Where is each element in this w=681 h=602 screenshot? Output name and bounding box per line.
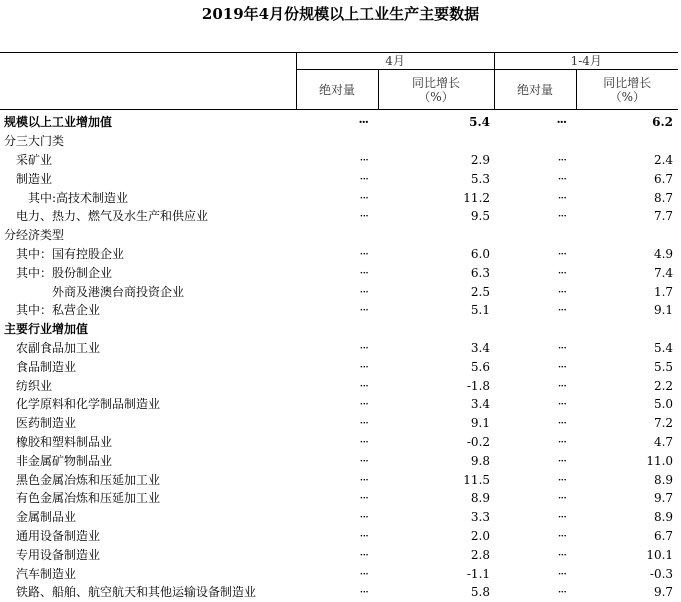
row-yoy-jan-apr: 4.7 xyxy=(653,434,674,449)
row-abs-jan-apr: ··· xyxy=(557,510,567,525)
row-abs-april: ··· xyxy=(359,303,368,318)
section-label: 主要行业增加值 xyxy=(4,322,89,337)
row-abs-april: ··· xyxy=(359,190,368,205)
row-abs-jan-apr: ··· xyxy=(557,434,567,449)
row-yoy-april: -0.2 xyxy=(466,434,491,449)
industrial-production-table xyxy=(0,52,678,602)
row-abs-jan-apr: ··· xyxy=(557,246,567,261)
row-yoy-jan-apr: 8.7 xyxy=(653,190,674,205)
table-row xyxy=(0,583,678,602)
row-abs-april: ··· xyxy=(359,246,368,261)
table-row xyxy=(0,132,678,151)
row-yoy-april: 2.0 xyxy=(470,528,491,543)
row-yoy-april: 2.9 xyxy=(470,152,491,167)
row-label: 电力、热力、燃气及水生产和供应业 xyxy=(16,209,209,224)
row-yoy-jan-apr: -0.3 xyxy=(649,566,674,581)
row-yoy-april: 3.4 xyxy=(470,340,491,355)
header-yoy-april xyxy=(378,70,494,110)
row-yoy-april: -1.1 xyxy=(466,566,491,581)
row-yoy-april: 6.3 xyxy=(470,265,491,280)
row-yoy-jan-apr: 11.0 xyxy=(646,453,674,468)
row-yoy-jan-apr: 9.1 xyxy=(653,303,674,318)
row-label: 纺织业 xyxy=(16,378,53,393)
row-yoy-jan-apr: 2.4 xyxy=(653,152,674,167)
row-abs-jan-apr: ··· xyxy=(557,547,567,562)
row-yoy-april: -1.8 xyxy=(466,378,491,393)
row-abs-april: ··· xyxy=(359,434,368,449)
row-yoy-jan-apr: 2.2 xyxy=(653,378,674,393)
row-label: 其中:高技术制造业 xyxy=(28,190,129,205)
row-yoy-jan-apr: 4.9 xyxy=(653,246,674,261)
row-yoy-jan-apr: 7.2 xyxy=(653,416,674,431)
row-abs-jan-apr: ··· xyxy=(557,209,567,224)
table-row xyxy=(0,357,678,376)
header-absolute-jan-apr: 绝对量 xyxy=(494,70,576,110)
table-row xyxy=(0,263,678,282)
row-yoy-jan-apr: 10.1 xyxy=(646,547,674,562)
row-yoy-jan-apr: 9.7 xyxy=(653,491,674,506)
row-abs-jan-apr: ··· xyxy=(557,528,567,543)
table-row xyxy=(0,151,678,170)
row-yoy-jan-apr: 5.5 xyxy=(653,359,674,374)
row-abs-april: ··· xyxy=(359,547,368,562)
row-yoy-april: 2.8 xyxy=(470,547,491,562)
row-abs-jan-apr: ··· xyxy=(557,284,567,299)
row-abs-april: ··· xyxy=(359,152,368,167)
row-yoy-april: 5.8 xyxy=(470,585,491,600)
row-abs-jan-apr: ··· xyxy=(556,115,567,130)
table-row xyxy=(0,527,678,546)
row-label: 铁路、船舶、航空航天和其他运输设备制造业 xyxy=(16,585,257,600)
row-abs-april: ··· xyxy=(359,566,368,581)
row-label: 汽车制造业 xyxy=(16,566,77,581)
page-title: 2019年4月份规模以上工业生产主要数据 xyxy=(201,5,480,23)
row-yoy-april: 11.5 xyxy=(463,472,491,487)
table-row xyxy=(0,188,678,207)
row-yoy-jan-apr: 6.7 xyxy=(653,171,674,186)
section-label: 分三大门类 xyxy=(4,134,65,149)
row-abs-jan-apr: ··· xyxy=(557,303,567,318)
row-abs-april: ··· xyxy=(359,171,368,186)
row-yoy-april: 3.3 xyxy=(470,510,491,525)
row-yoy-april: 5.6 xyxy=(470,359,491,374)
header-row-measures xyxy=(0,70,678,110)
row-label: 采矿业 xyxy=(16,152,53,167)
row-yoy-april: 5.4 xyxy=(469,115,491,130)
table-row xyxy=(0,451,678,470)
row-label: 有色金属冶炼和压延加工业 xyxy=(16,491,161,506)
row-abs-jan-apr: ··· xyxy=(557,585,567,600)
row-yoy-april: 9.8 xyxy=(470,453,491,468)
row-label: 其中：国有控股企业 xyxy=(16,246,125,261)
row-label: 非金属矿物制品业 xyxy=(16,453,113,468)
row-yoy-april: 9.1 xyxy=(470,416,491,431)
row-yoy-april: 5.1 xyxy=(470,303,491,318)
row-yoy-april: 8.9 xyxy=(470,491,491,506)
table-row xyxy=(0,508,678,527)
row-yoy-april: 9.5 xyxy=(470,209,491,224)
header-yoy-jan-apr xyxy=(576,70,678,110)
row-abs-jan-apr: ··· xyxy=(557,472,567,487)
row-abs-april: ··· xyxy=(359,491,368,506)
row-label: 黑色金属冶炼和压延加工业 xyxy=(16,472,161,487)
header-absolute-april: 绝对量 xyxy=(296,70,378,110)
table-row xyxy=(0,245,678,264)
row-yoy-jan-apr: 1.7 xyxy=(653,284,674,299)
row-abs-jan-apr: ··· xyxy=(557,416,567,431)
table-row xyxy=(0,376,678,395)
row-label: 制造业 xyxy=(16,171,53,186)
row-label: 规模以上工业增加值 xyxy=(4,115,113,130)
row-label: 其中：私营企业 xyxy=(16,303,101,318)
row-abs-jan-apr: ··· xyxy=(557,190,567,205)
header-period-jan-apr: 1-4月 xyxy=(494,53,678,70)
row-yoy-jan-apr: 6.2 xyxy=(652,115,674,130)
row-yoy-jan-apr: 6.7 xyxy=(653,528,674,543)
row-abs-april: ··· xyxy=(359,340,368,355)
table-row xyxy=(0,226,678,245)
row-abs-jan-apr: ··· xyxy=(557,171,567,186)
row-abs-april: ··· xyxy=(359,209,368,224)
row-abs-jan-apr: ··· xyxy=(557,340,567,355)
row-yoy-jan-apr: 7.4 xyxy=(653,265,674,280)
row-abs-april: ··· xyxy=(359,265,368,280)
row-label: 外商及港澳台商投资企业 xyxy=(52,284,185,299)
row-abs-jan-apr: ··· xyxy=(557,453,567,468)
row-yoy-jan-apr: 8.9 xyxy=(653,472,674,487)
row-abs-jan-apr: ··· xyxy=(557,566,567,581)
table-row xyxy=(0,207,678,226)
table-row xyxy=(0,282,678,301)
row-abs-april: ··· xyxy=(359,284,368,299)
section-label: 分经济类型 xyxy=(4,228,65,243)
row-yoy-jan-apr: 5.4 xyxy=(653,340,674,355)
row-abs-jan-apr: ··· xyxy=(557,397,567,412)
table-row xyxy=(0,395,678,414)
row-abs-april: ··· xyxy=(359,453,368,468)
table-row xyxy=(0,339,678,358)
table-row xyxy=(0,301,678,320)
row-label: 化学原料和化学制品制造业 xyxy=(16,397,161,412)
row-abs-april: ··· xyxy=(359,359,368,374)
row-abs-jan-apr: ··· xyxy=(557,265,567,280)
row-abs-april: ··· xyxy=(359,397,368,412)
row-yoy-april: 6.0 xyxy=(470,246,491,261)
row-abs-jan-apr: ··· xyxy=(557,359,567,374)
table-row xyxy=(0,414,678,433)
row-label: 医药制造业 xyxy=(16,416,77,431)
row-abs-april: ··· xyxy=(359,510,368,525)
row-label: 专用设备制造业 xyxy=(16,547,101,562)
row-yoy-jan-apr: 9.7 xyxy=(653,585,674,600)
row-yoy-jan-apr: 8.9 xyxy=(653,510,674,525)
row-yoy-jan-apr: 5.0 xyxy=(653,397,674,412)
row-label: 通用设备制造业 xyxy=(16,528,101,543)
row-label: 橡胶和塑料制品业 xyxy=(16,434,113,449)
row-abs-april: ··· xyxy=(359,528,368,543)
header-row-periods xyxy=(0,53,678,70)
row-abs-april: ··· xyxy=(359,472,368,487)
table-row xyxy=(0,489,678,508)
row-abs-april: ··· xyxy=(359,378,368,393)
row-abs-april: ··· xyxy=(359,585,368,600)
table-row xyxy=(0,564,678,583)
header-corner xyxy=(0,53,296,70)
row-label: 金属制品业 xyxy=(16,510,77,525)
table-row xyxy=(0,433,678,452)
row-yoy-april: 2.5 xyxy=(470,284,491,299)
row-label: 其中：股份制企业 xyxy=(16,265,113,280)
row-yoy-april: 5.3 xyxy=(470,171,491,186)
row-yoy-april: 3.4 xyxy=(470,397,491,412)
table-row xyxy=(0,470,678,489)
row-yoy-april: 11.2 xyxy=(463,190,491,205)
row-abs-jan-apr: ··· xyxy=(557,378,567,393)
header-corner-lower xyxy=(0,70,296,110)
row-yoy-jan-apr: 7.7 xyxy=(653,209,674,224)
row-label: 农副食品加工业 xyxy=(16,340,101,355)
header-period-april: 4月 xyxy=(296,53,494,70)
header-yoy-jan-apr-line2: （%） xyxy=(609,89,645,104)
header-yoy-april-line1: 同比增长 xyxy=(412,75,461,90)
row-abs-jan-apr: ··· xyxy=(557,491,567,506)
table-row xyxy=(0,545,678,564)
table-row xyxy=(0,169,678,188)
table-row xyxy=(0,110,678,132)
table-row xyxy=(0,320,678,339)
header-yoy-jan-apr-line1: 同比增长 xyxy=(603,75,652,90)
row-abs-jan-apr: ··· xyxy=(557,152,567,167)
header-yoy-april-line2: （%） xyxy=(418,89,454,104)
row-abs-april: ··· xyxy=(358,115,368,130)
row-abs-april: ··· xyxy=(359,416,368,431)
row-label: 食品制造业 xyxy=(16,359,77,374)
